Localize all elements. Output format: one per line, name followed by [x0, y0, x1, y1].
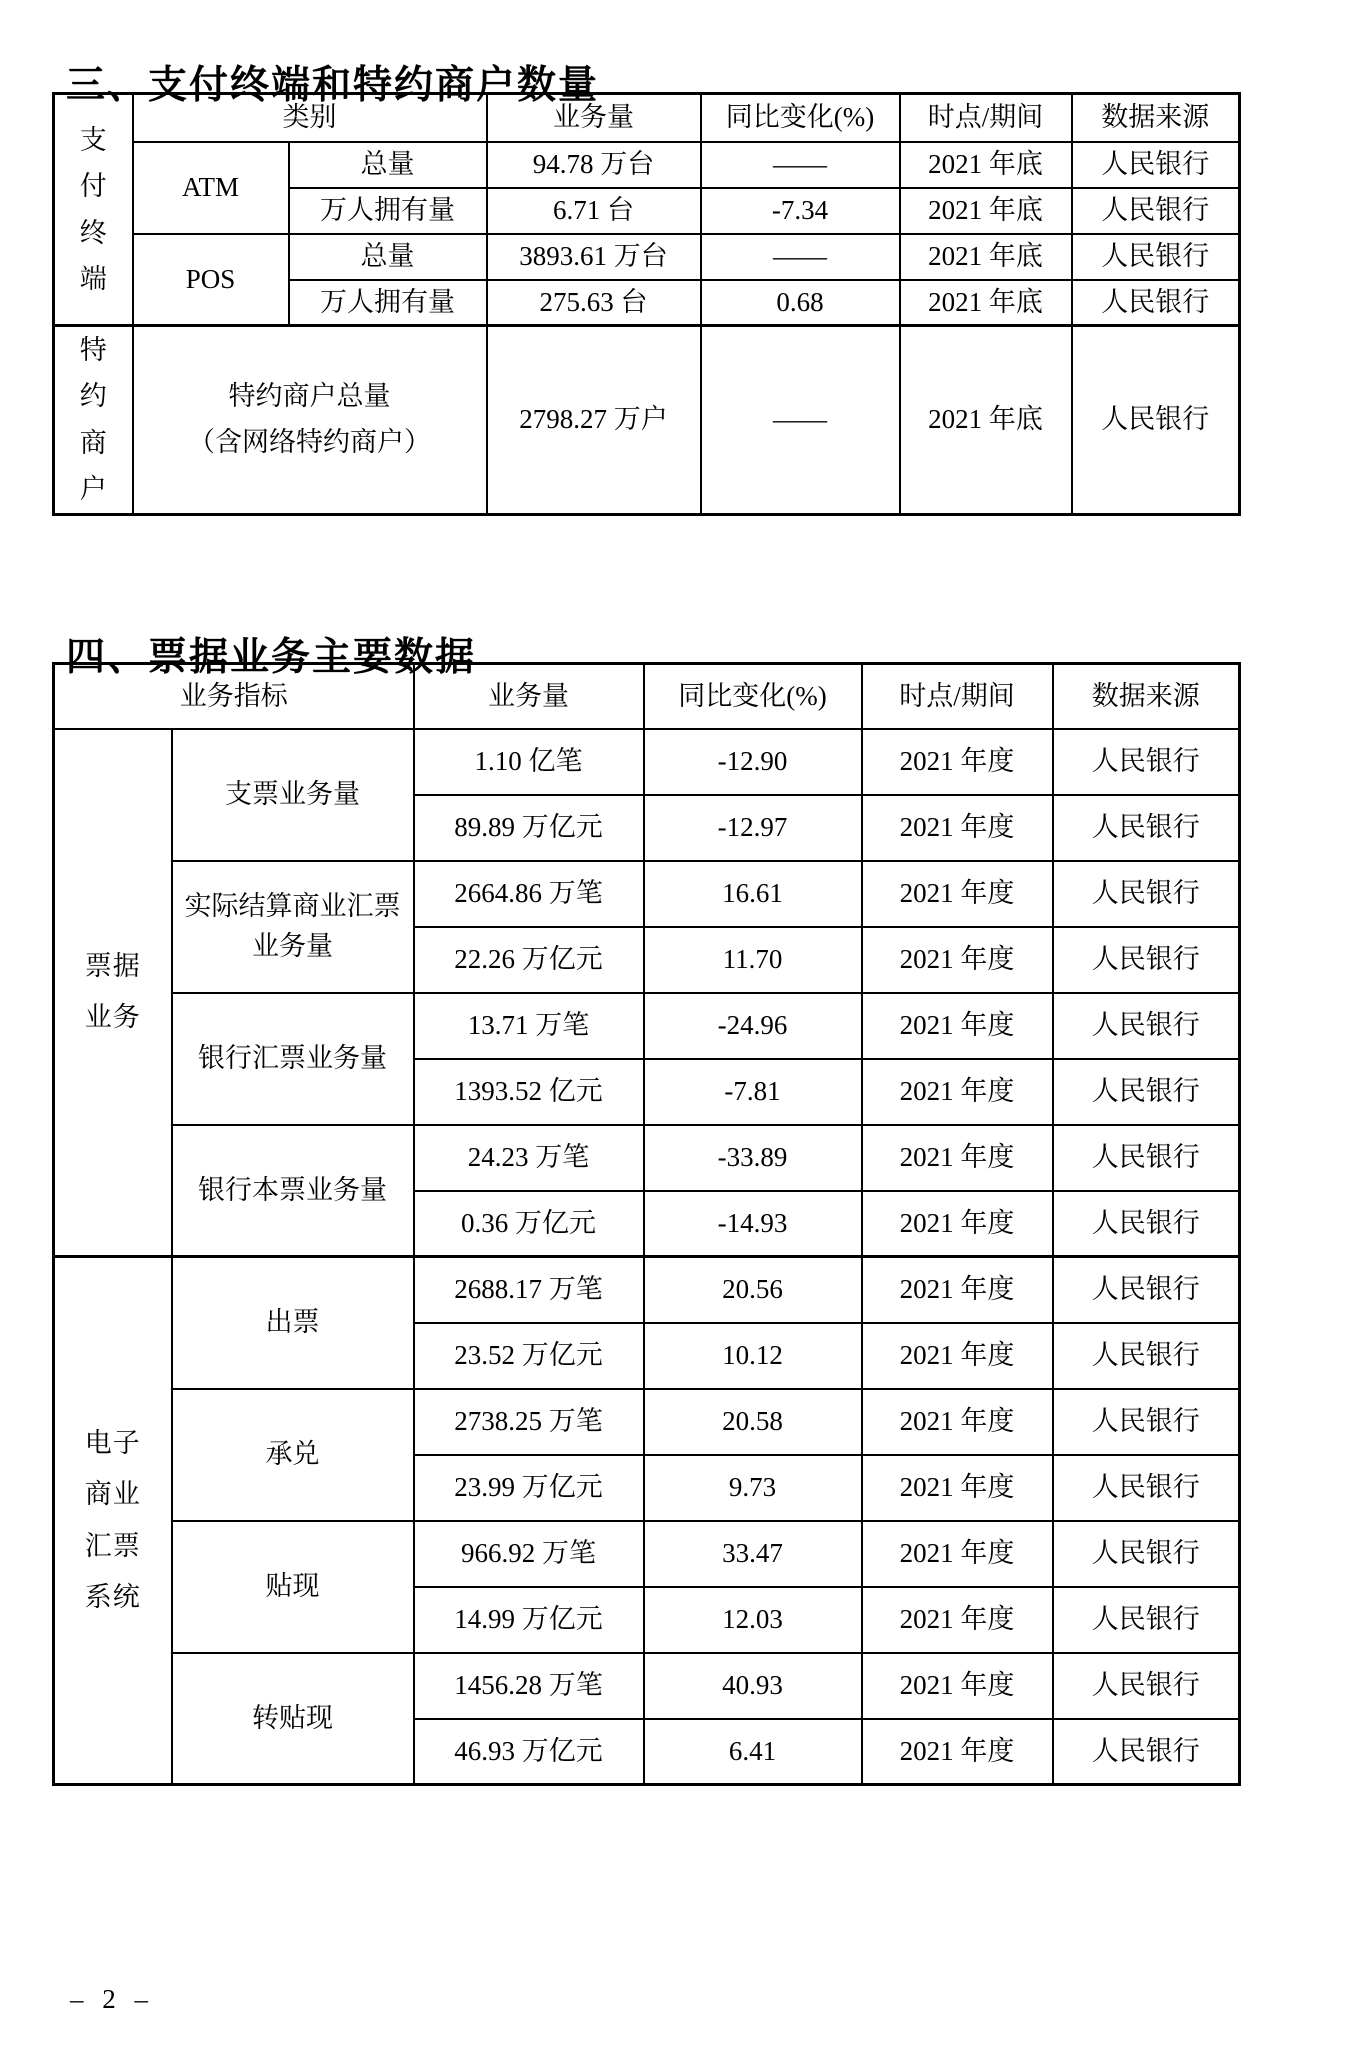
period-header: 时点/期间: [900, 94, 1072, 142]
period-cell: 2021 年底: [900, 142, 1072, 188]
metric-cell: 总量: [289, 234, 487, 280]
volume-cell: 0.36 万亿元: [414, 1191, 644, 1257]
period-cell: 2021 年度: [862, 861, 1053, 927]
volume-cell: 89.89 万亿元: [414, 795, 644, 861]
volume-cell: 13.71 万笔: [414, 993, 644, 1059]
yoy-cell: 40.93: [644, 1653, 862, 1719]
yoy-cell: 33.47: [644, 1521, 862, 1587]
yoy-cell: -33.89: [644, 1125, 862, 1191]
period-cell: 2021 年度: [862, 1389, 1053, 1455]
volume-cell: 966.92 万笔: [414, 1521, 644, 1587]
subcategory-cell: POS: [133, 234, 289, 326]
table-row: [54, 1521, 1240, 1587]
source-cell: 人民银行: [1053, 993, 1240, 1059]
yoy-header: 同比变化(%): [701, 94, 900, 142]
merchant-total-note: （含网络特约商户）: [188, 426, 431, 457]
yoy-cell: -14.93: [644, 1191, 862, 1257]
period-cell: 2021 年度: [862, 927, 1053, 993]
metric-cell: 总量: [289, 142, 487, 188]
yoy-cell: 0.68: [701, 280, 900, 326]
volume-cell: 2798.27 万户: [487, 326, 701, 515]
period-cell: 2021 年底: [900, 326, 1072, 515]
volume-cell: 23.99 万亿元: [414, 1455, 644, 1521]
yoy-cell: 10.12: [644, 1323, 862, 1389]
yoy-cell: 12.03: [644, 1587, 862, 1653]
source-cell: 人民银行: [1072, 188, 1240, 234]
source-cell: 人民银行: [1053, 1719, 1240, 1785]
table-row: [54, 326, 1240, 515]
period-cell: 2021 年度: [862, 1719, 1053, 1785]
volume-cell: 1456.28 万笔: [414, 1653, 644, 1719]
ecds-group-label: 电子商业汇票系统: [54, 1257, 172, 1785]
subcategory-cell: ATM: [133, 142, 289, 234]
table-row: [54, 664, 1240, 729]
period-cell: 2021 年底: [900, 280, 1072, 326]
indicator-cell: 承兑: [172, 1389, 414, 1521]
volume-header: 业务量: [487, 94, 701, 142]
yoy-cell: 11.70: [644, 927, 862, 993]
indicator-cell: 支票业务量: [172, 729, 414, 861]
source-cell: 人民银行: [1053, 795, 1240, 861]
indicator-cell: 银行本票业务量: [172, 1125, 414, 1257]
yoy-cell: -12.97: [644, 795, 862, 861]
indicator-cell: 转贴现: [172, 1653, 414, 1785]
table-row: [54, 234, 1240, 280]
source-cell: 人民银行: [1053, 1521, 1240, 1587]
indicator-cell: 贴现: [172, 1521, 414, 1653]
period-cell: 2021 年底: [900, 234, 1072, 280]
volume-cell: 275.63 台: [487, 280, 701, 326]
merchant-total-label: 特约商户总量: [228, 380, 391, 411]
volume-header: 业务量: [414, 664, 644, 729]
indicator-cell: 银行汇票业务量: [172, 993, 414, 1125]
volume-cell: 3893.61 万台: [487, 234, 701, 280]
table-row: [54, 1257, 1240, 1323]
table-row: [54, 1389, 1240, 1455]
yoy-cell: 16.61: [644, 861, 862, 927]
source-cell: 人民银行: [1053, 729, 1240, 795]
source-cell: 人民银行: [1072, 142, 1240, 188]
period-header: 时点/期间: [862, 664, 1053, 729]
period-cell: 2021 年底: [900, 188, 1072, 234]
source-cell: 人民银行: [1072, 234, 1240, 280]
metric-cell: 万人拥有量: [289, 280, 487, 326]
volume-cell: 14.99 万亿元: [414, 1587, 644, 1653]
table-row: [54, 861, 1240, 927]
period-cell: 2021 年度: [862, 1257, 1053, 1323]
indicator-cell: 实际结算商业汇票业务量: [172, 861, 414, 993]
yoy-cell: -24.96: [644, 993, 862, 1059]
period-cell: 2021 年度: [862, 1191, 1053, 1257]
volume-cell: 94.78 万台: [487, 142, 701, 188]
table-row: [54, 94, 1240, 142]
source-header: 数据来源: [1072, 94, 1240, 142]
table-row: [54, 142, 1240, 188]
category-header: 类别: [133, 94, 487, 142]
volume-cell: 2738.25 万笔: [414, 1389, 644, 1455]
section4-title: 四、票据业务主要数据: [66, 635, 477, 681]
volume-cell: 2664.86 万笔: [414, 861, 644, 927]
yoy-cell: ——: [701, 326, 900, 515]
period-cell: 2021 年度: [862, 1521, 1053, 1587]
source-cell: 人民银行: [1053, 1125, 1240, 1191]
volume-cell: 1393.52 亿元: [414, 1059, 644, 1125]
yoy-cell: ——: [701, 142, 900, 188]
table-row: [54, 1125, 1240, 1191]
yoy-cell: 20.58: [644, 1389, 862, 1455]
yoy-cell: ——: [701, 234, 900, 280]
period-cell: 2021 年度: [862, 795, 1053, 861]
volume-cell: 2688.17 万笔: [414, 1257, 644, 1323]
source-cell: 人民银行: [1053, 1653, 1240, 1719]
volume-cell: 46.93 万亿元: [414, 1719, 644, 1785]
volume-cell: 1.10 亿笔: [414, 729, 644, 795]
indicator-cell: 出票: [172, 1257, 414, 1389]
source-cell: 人民银行: [1053, 1323, 1240, 1389]
volume-cell: 22.26 万亿元: [414, 927, 644, 993]
period-cell: 2021 年度: [862, 1125, 1053, 1191]
page-number: – 2 –: [70, 1984, 154, 2014]
source-cell: 人民银行: [1072, 326, 1240, 515]
merchant-group-label: 特约商户: [54, 326, 133, 515]
source-cell: 人民银行: [1053, 1455, 1240, 1521]
source-cell: 人民银行: [1053, 1191, 1240, 1257]
source-cell: 人民银行: [1053, 1587, 1240, 1653]
metric-cell: [133, 326, 487, 515]
period-cell: 2021 年度: [862, 993, 1053, 1059]
source-cell: 人民银行: [1053, 1059, 1240, 1125]
yoy-cell: -7.81: [644, 1059, 862, 1125]
source-cell: 人民银行: [1053, 861, 1240, 927]
table-row: [54, 1653, 1240, 1719]
metric-cell: 万人拥有量: [289, 188, 487, 234]
yoy-cell: -7.34: [701, 188, 900, 234]
period-cell: 2021 年度: [862, 1059, 1053, 1125]
period-cell: 2021 年度: [862, 1653, 1053, 1719]
yoy-cell: 20.56: [644, 1257, 862, 1323]
period-cell: 2021 年度: [862, 1455, 1053, 1521]
table-row: [54, 729, 1240, 795]
yoy-header: 同比变化(%): [644, 664, 862, 729]
volume-cell: 23.52 万亿元: [414, 1323, 644, 1389]
source-cell: 人民银行: [1053, 1257, 1240, 1323]
bill-business-table: [52, 662, 1241, 1786]
source-cell: 人民银行: [1053, 1389, 1240, 1455]
source-cell: 人民银行: [1053, 927, 1240, 993]
volume-cell: 6.71 台: [487, 188, 701, 234]
source-header: 数据来源: [1053, 664, 1240, 729]
period-cell: 2021 年度: [862, 1323, 1053, 1389]
payment-terminal-table: [52, 92, 1241, 516]
period-cell: 2021 年度: [862, 729, 1053, 795]
volume-cell: 24.23 万笔: [414, 1125, 644, 1191]
source-cell: 人民银行: [1072, 280, 1240, 326]
yoy-cell: 9.73: [644, 1455, 862, 1521]
bill-group-label: 票据业务: [54, 729, 172, 1257]
indicator-header: 业务指标: [54, 664, 414, 729]
yoy-cell: -12.90: [644, 729, 862, 795]
yoy-cell: 6.41: [644, 1719, 862, 1785]
terminal-group-label: 支付终端: [54, 94, 133, 326]
section3-title: 三、支付终端和特约商户数量: [66, 63, 600, 109]
period-cell: 2021 年度: [862, 1587, 1053, 1653]
table-row: [54, 993, 1240, 1059]
